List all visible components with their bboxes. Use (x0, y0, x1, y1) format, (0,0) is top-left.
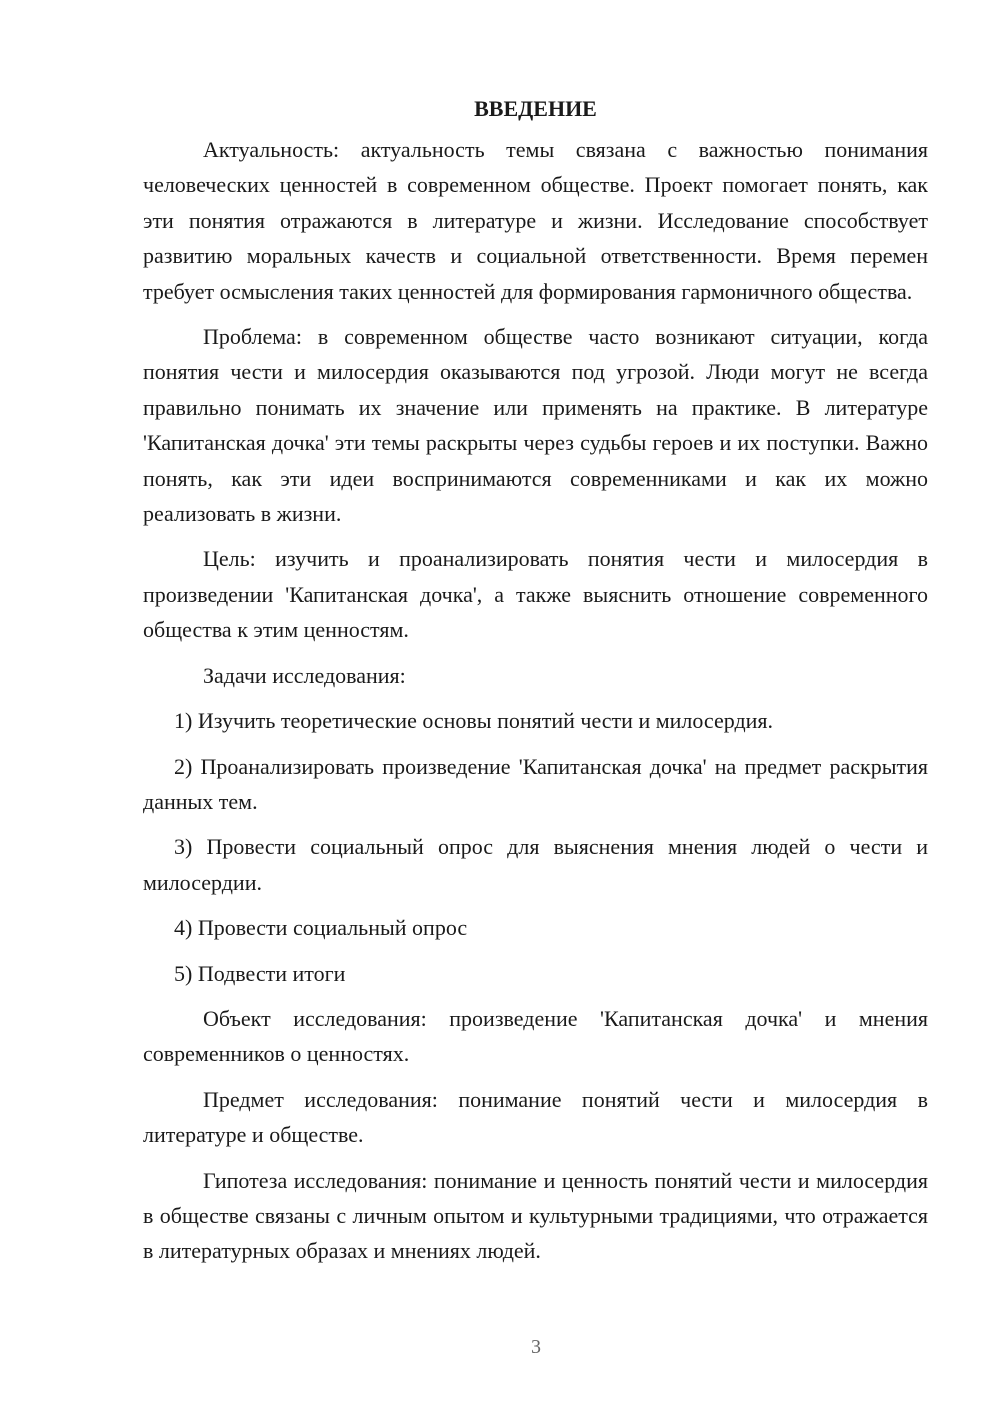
task-item-5: 5) Подвести итоги (174, 960, 346, 986)
task-item-1: 1) Изучить теоретические основы понятий чести и милосердия. (174, 708, 774, 734)
task-item-3: 3) Провести социальный опрос для выяснения мнения людей о чести и милосердии. (143, 834, 928, 895)
goal-paragraph: Цель: изучить и проанализировать понятия чести и милосердия в произведении 'Капитанская дочка', а также выяснить отношение современного общества к этим ценностям. (143, 546, 928, 643)
page-number: 3 (531, 1336, 541, 1358)
tasks-heading: Задачи исследования: (203, 662, 406, 688)
task-item-4: 4) Провести социальный опрос (174, 915, 468, 941)
object-paragraph: Объект исследования: произведение 'Капитанская дочка' и мнения современников о ценностях. (143, 1005, 928, 1067)
hypothesis-paragraph: Гипотеза исследования: понимание и ценность понятий чести и милосердия в обществе связаны с личным опытом и культурными традициями, что отражается в литературных образах и мнениях людей. (143, 1167, 928, 1264)
subject-paragraph: Предмет исследования: понимание понятий чести и милосердия в литературе и обществе. (143, 1086, 928, 1148)
section-heading: ВВЕДЕНИЕ (474, 96, 597, 121)
document-page (143, 94, 928, 1279)
problem-paragraph: Проблема: в современном обществе часто возникают ситуации, когда понятия чести и милосердия оказываются под угрозой. Люди могут не всегда правильно понимать их значение или применять на практике. В литературе 'Капитанская дочка' эти темы раскрыты через судьбы героев и их поступки. Важно понять, как эти идеи воспринимаются современниками и как их можно реализовать в жизни. (143, 324, 928, 527)
relevance-paragraph: Актуальность: актуальность темы связана с важностью понимания человеческих ценностей в современном обществе. Проект помогает понять, как эти понятия отражаются в литературе и жизни. Исследование способствует развитию моральных качеств и социальной ответственности. Время перемен требует осмысления таких ценностей для формирования гармоничного общества. (143, 137, 928, 304)
task-item-2: 2) Проанализировать произведение 'Капитанская дочка' на предмет раскрытия данных тем. (143, 753, 928, 814)
